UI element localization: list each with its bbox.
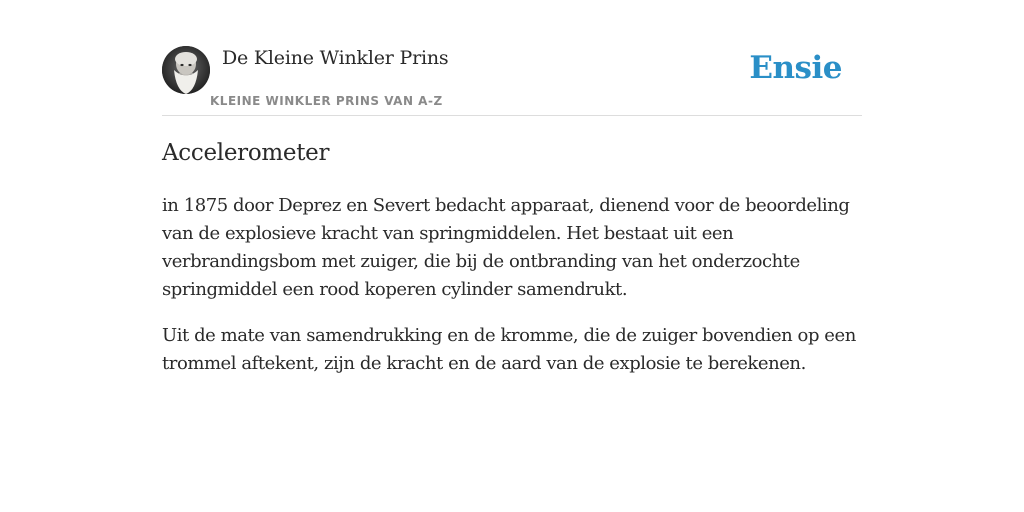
- article-title: Accelerometer: [162, 140, 330, 166]
- article-paragraph: in 1875 door Deprez en Severt bedacht apparaat, dienend voor de beoordeling van de explosieve kracht van springmiddelen. Het bestaat uit een verbrandingsbom met zuiger, die bij de ontbranding van het onderzochte springmiddel een rood koperen cylinder samendrukt.: [162, 195, 850, 300]
- page-header: [162, 46, 862, 116]
- author-avatar-icon[interactable]: [162, 46, 210, 94]
- article-body: [162, 192, 862, 396]
- source-title[interactable]: De Kleine Winkler Prins: [222, 47, 449, 69]
- article-paragraph: Uit de mate van samendrukking en de kromme, die de zuiger bovendien op een trommel aftekent, zijn de kracht en de aard van de explosie te berekenen.: [162, 325, 856, 374]
- brand-logo[interactable]: Ensie: [749, 50, 842, 86]
- source-subtitle[interactable]: KLEINE WINKLER PRINS VAN A-Z: [210, 94, 443, 108]
